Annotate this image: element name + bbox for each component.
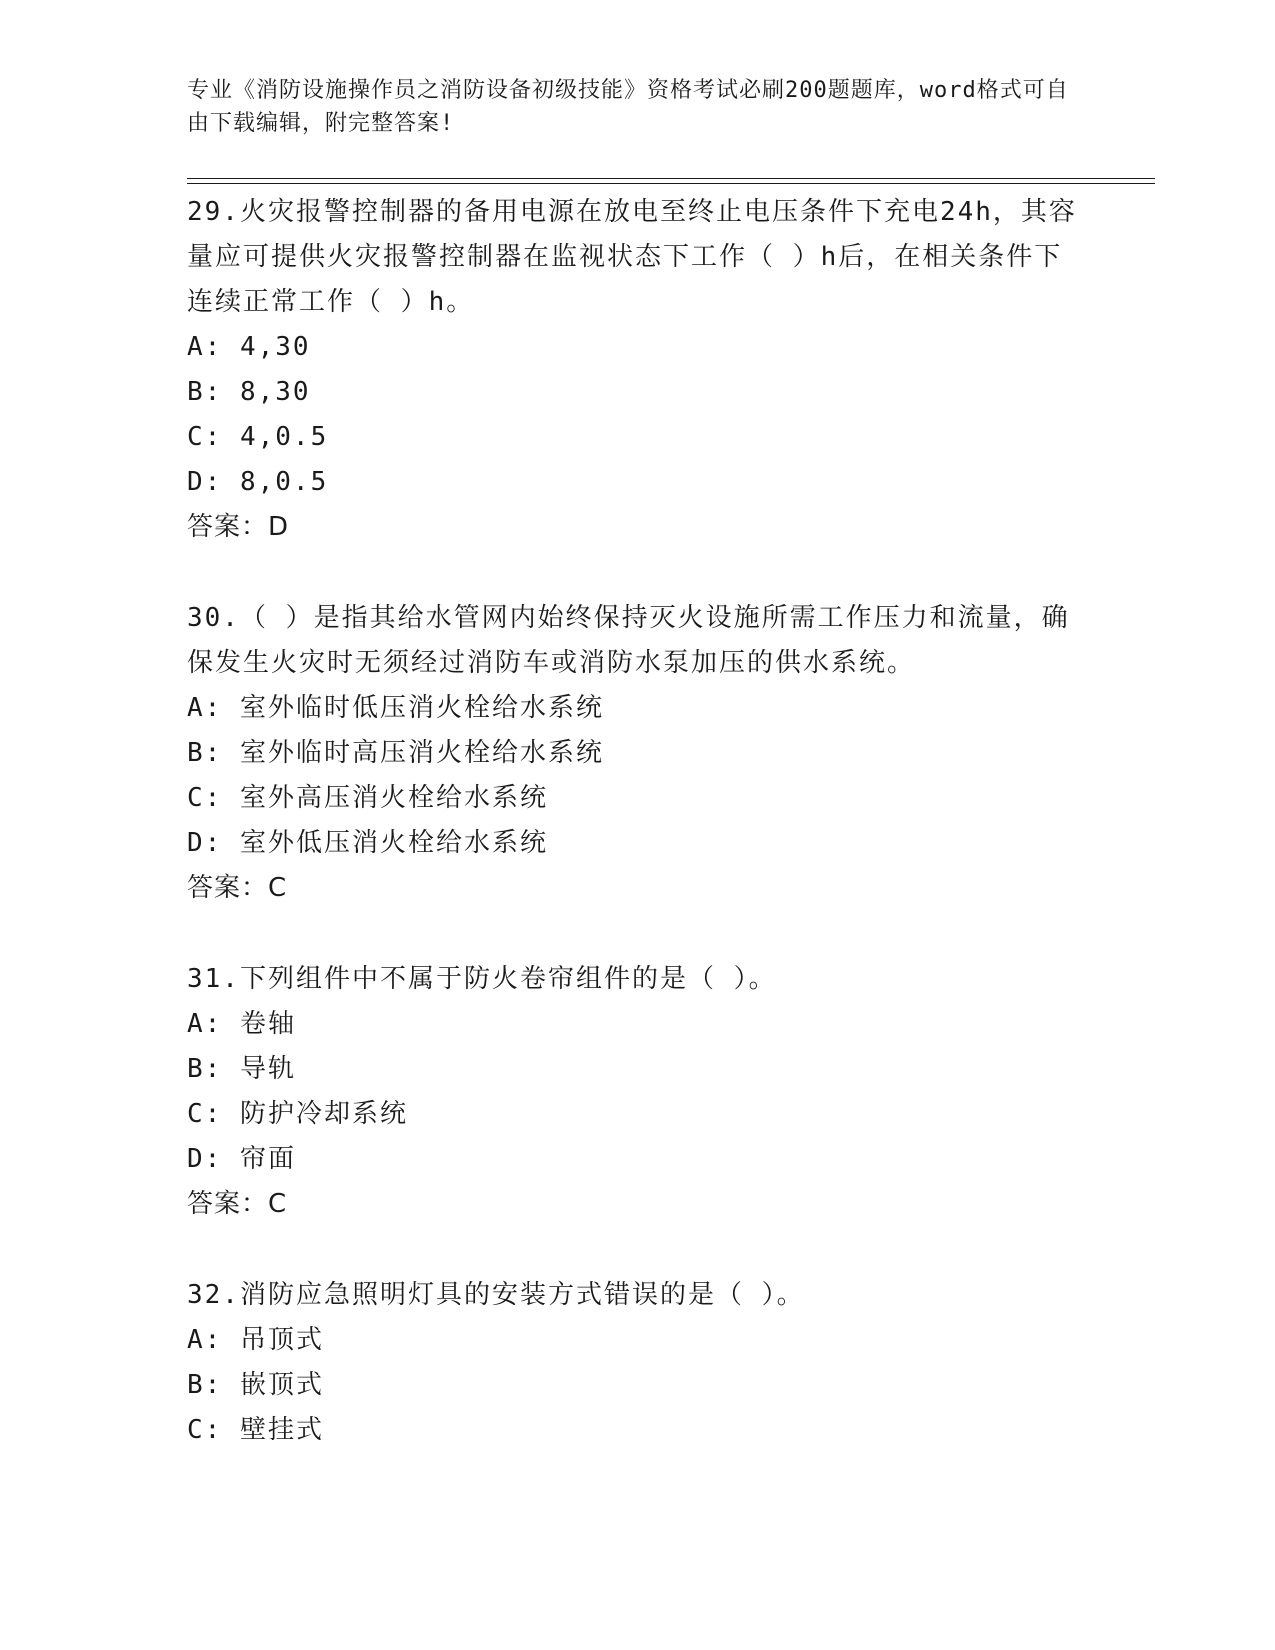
- option-b: B: 8,30: [187, 377, 311, 407]
- question-text: 30.（ ）是指其给水管网内始终保持灭火设施所需工作压力和流量，确保发生火灾时无须经过消防车或消防水泵加压的供水系统。: [187, 603, 1070, 678]
- option-c: C: 防护冷却系统: [187, 1099, 408, 1129]
- answer-line: 答案：C: [187, 873, 288, 903]
- document-header: 专业《消防设施操作员之消防设备初级技能》资格考试必刷200题题库，word格式可自由下载编辑，附完整答案!: [187, 78, 1069, 136]
- question-31: [187, 957, 1087, 1227]
- question-list: [187, 190, 1087, 1453]
- question-spacer: [187, 911, 1087, 957]
- option-c: C: 4,0.5: [187, 422, 329, 452]
- option-b: B: 室外临时高压消火栓给水系统: [187, 738, 604, 768]
- option-a: A: 卷轴: [187, 1009, 296, 1039]
- option-d: D: 8,0.5: [187, 467, 329, 497]
- option-b: B: 嵌顶式: [187, 1370, 324, 1400]
- answer-line: 答案：D: [187, 512, 290, 542]
- question-text: 32.消防应急照明灯具的安装方式错误的是（ ）。: [187, 1280, 805, 1310]
- option-c: C: 壁挂式: [187, 1415, 324, 1445]
- question-32: [187, 1273, 1087, 1453]
- question-29: [187, 190, 1087, 550]
- question-spacer: [187, 550, 1087, 596]
- option-c: C: 室外高压消火栓给水系统: [187, 783, 548, 813]
- answer-line: 答案：C: [187, 1189, 288, 1219]
- option-d: D: 室外低压消火栓给水系统: [187, 828, 548, 858]
- option-b: B: 导轨: [187, 1054, 296, 1084]
- option-a: A: 吊顶式: [187, 1325, 324, 1355]
- question-text: 29.火灾报警控制器的备用电源在放电至终止电压条件下充电24h，其容量应可提供火灾报警控制器在监视状态下工作（ ）h后，在相关条件下连续正常工作（ ）h。: [187, 197, 1077, 317]
- question-spacer: [187, 1227, 1087, 1273]
- option-d: D: 帘面: [187, 1144, 296, 1174]
- header-divider-top: [187, 178, 1155, 179]
- option-a: A: 4,30: [187, 332, 311, 362]
- header-divider-bottom: [187, 183, 1155, 184]
- question-30: [187, 596, 1087, 911]
- question-text: 31.下列组件中不属于防火卷帘组件的是（ ）。: [187, 964, 777, 994]
- option-a: A: 室外临时低压消火栓给水系统: [187, 693, 604, 723]
